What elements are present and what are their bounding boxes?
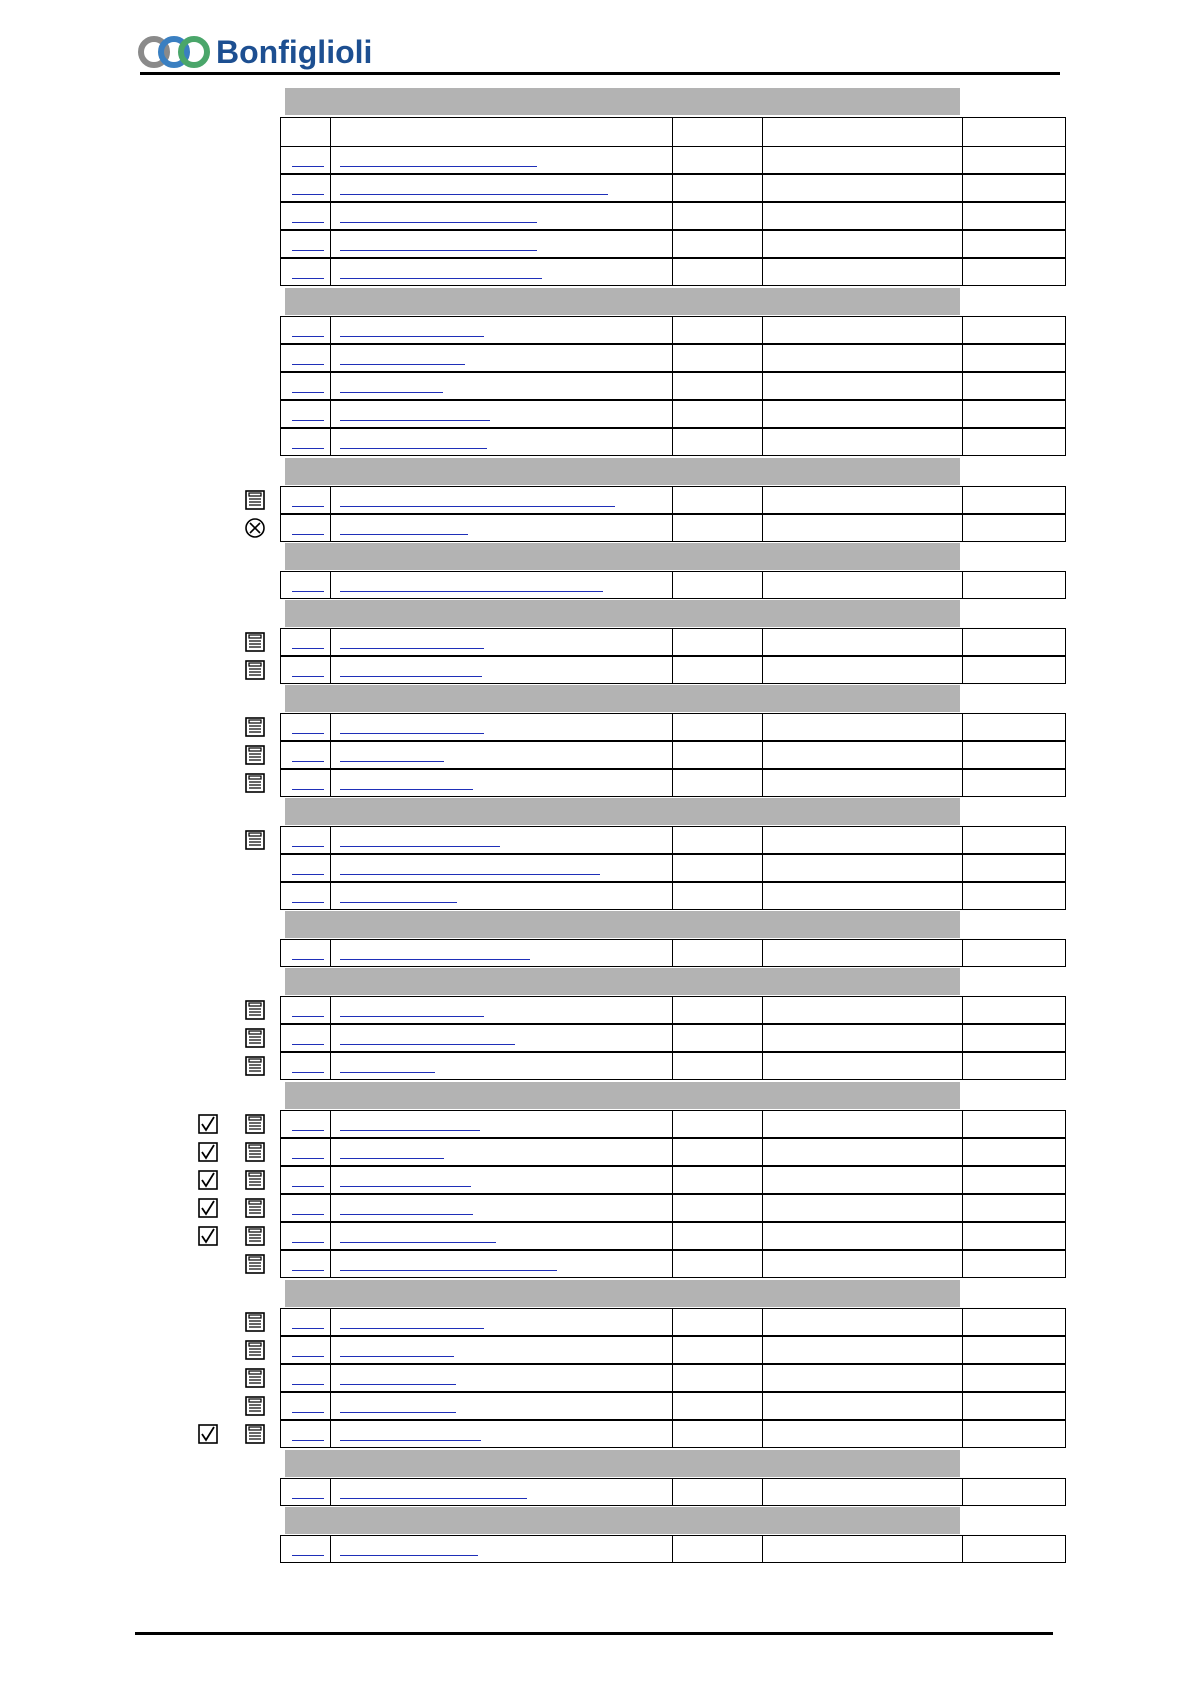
parameter-number-link[interactable] — [292, 676, 324, 677]
table-row — [280, 174, 1066, 202]
table-row — [280, 428, 1066, 456]
parameter-number-link[interactable] — [292, 1186, 324, 1187]
section-header — [285, 288, 960, 315]
table-row — [280, 741, 1066, 769]
parameter-number-link[interactable] — [292, 1555, 324, 1556]
table-row — [280, 1535, 1066, 1563]
memory-card-icon — [244, 1225, 266, 1247]
table-row — [280, 1138, 1066, 1166]
parameter-number-link[interactable] — [292, 1214, 324, 1215]
table-row — [280, 656, 1066, 684]
table-row — [280, 1336, 1066, 1364]
section-header — [285, 600, 960, 627]
parameter-name-link[interactable] — [340, 1158, 444, 1159]
parameter-number-link[interactable] — [292, 1242, 324, 1243]
parameter-number-link[interactable] — [292, 591, 324, 592]
circle-x-icon — [244, 517, 266, 539]
parameter-name-link[interactable] — [340, 1412, 456, 1413]
parameter-name-link[interactable] — [340, 506, 615, 507]
table-row — [280, 854, 1066, 882]
memory-card-icon — [244, 716, 266, 738]
parameter-number-link[interactable] — [292, 336, 324, 337]
parameter-name-link[interactable] — [340, 1555, 478, 1556]
parameter-number-link[interactable] — [292, 959, 324, 960]
table-row — [280, 1052, 1066, 1080]
parameter-name-link[interactable] — [340, 959, 530, 960]
parameter-number-link[interactable] — [292, 761, 324, 762]
table-row — [280, 1420, 1066, 1448]
parameter-name-link[interactable] — [340, 336, 484, 337]
checkbox-checked-icon — [197, 1197, 219, 1219]
parameter-name-link[interactable] — [340, 676, 482, 677]
parameter-name-link[interactable] — [340, 902, 457, 903]
parameter-name-link[interactable] — [340, 1214, 473, 1215]
parameter-name-link[interactable] — [340, 166, 537, 167]
brand-logo — [138, 30, 372, 74]
memory-card-icon — [244, 1169, 266, 1191]
checkbox-checked-icon — [197, 1169, 219, 1191]
table-row — [280, 514, 1066, 542]
bonfiglioli-rings-logo-icon — [138, 32, 210, 72]
parameter-number-link[interactable] — [292, 1158, 324, 1159]
table-row — [280, 202, 1066, 230]
memory-card-icon — [244, 829, 266, 851]
parameter-name-link[interactable] — [340, 733, 484, 734]
memory-card-icon — [244, 999, 266, 1021]
checkbox-checked-icon — [197, 1113, 219, 1135]
parameter-name-link[interactable] — [340, 1498, 527, 1499]
table-row — [280, 939, 1066, 967]
parameter-number-link[interactable] — [292, 420, 324, 421]
parameter-number-link[interactable] — [292, 1016, 324, 1017]
memory-card-icon — [244, 659, 266, 681]
table-row — [280, 628, 1066, 656]
section-header — [285, 1280, 960, 1307]
section-header — [285, 685, 960, 712]
memory-card-icon — [244, 1395, 266, 1417]
table-row — [280, 1024, 1066, 1052]
parameter-number-link[interactable] — [292, 1328, 324, 1329]
parameter-number-link[interactable] — [292, 1498, 324, 1499]
parameter-number-link[interactable] — [292, 364, 324, 365]
table-row — [280, 996, 1066, 1024]
parameter-number-link[interactable] — [292, 448, 324, 449]
parameter-name-link[interactable] — [340, 1130, 480, 1131]
parameter-number-link[interactable] — [292, 733, 324, 734]
parameter-number-link[interactable] — [292, 534, 324, 535]
section-header — [285, 543, 960, 570]
memory-card-icon — [244, 1339, 266, 1361]
footer-rule — [135, 1632, 1053, 1635]
table-row — [280, 769, 1066, 797]
table-row — [280, 1194, 1066, 1222]
parameter-name-link[interactable] — [340, 392, 443, 393]
parameter-number-link[interactable] — [292, 1356, 324, 1357]
parameter-number-link[interactable] — [292, 1044, 324, 1045]
parameter-name-link[interactable] — [340, 1044, 515, 1045]
parameter-number-link[interactable] — [292, 1270, 324, 1271]
parameter-name-link[interactable] — [340, 194, 608, 195]
parameter-number-link[interactable] — [292, 392, 324, 393]
parameter-name-link[interactable] — [340, 648, 484, 649]
section-header — [285, 798, 960, 825]
parameter-number-link[interactable] — [292, 278, 324, 279]
parameter-name-link[interactable] — [340, 250, 537, 251]
parameter-name-link[interactable] — [340, 1072, 435, 1073]
section-header — [285, 968, 960, 995]
table-row — [280, 882, 1066, 910]
memory-card-icon — [244, 1367, 266, 1389]
table-row — [280, 146, 1066, 174]
parameter-name-link[interactable] — [340, 1242, 496, 1243]
parameter-name-link[interactable] — [340, 1384, 456, 1385]
parameter-name-link[interactable] — [340, 364, 465, 365]
parameter-number-link[interactable] — [292, 194, 324, 195]
checkbox-checked-icon — [197, 1423, 219, 1445]
memory-card-icon — [244, 1253, 266, 1275]
table-header-row — [280, 117, 1066, 147]
table-row — [280, 1166, 1066, 1194]
memory-card-icon — [244, 1311, 266, 1333]
parameter-name-link[interactable] — [340, 761, 444, 762]
memory-card-icon — [244, 1027, 266, 1049]
section-header — [285, 911, 960, 938]
parameter-name-link[interactable] — [340, 1356, 454, 1357]
checkbox-checked-icon — [197, 1225, 219, 1247]
parameter-name-link[interactable] — [340, 222, 537, 223]
parameter-number-link[interactable] — [292, 166, 324, 167]
parameter-number-link[interactable] — [292, 846, 324, 847]
memory-card-icon — [244, 1055, 266, 1077]
section-header — [285, 1450, 960, 1477]
table-row — [280, 1392, 1066, 1420]
parameter-name-link[interactable] — [340, 1016, 484, 1017]
parameter-number-link[interactable] — [292, 1384, 324, 1385]
parameter-name-link[interactable] — [340, 1186, 471, 1187]
table-row — [280, 400, 1066, 428]
table-row — [280, 826, 1066, 854]
memory-card-icon — [244, 1113, 266, 1135]
section-header — [285, 88, 960, 115]
parameter-number-link[interactable] — [292, 874, 324, 875]
table-row — [280, 316, 1066, 344]
table-row — [280, 1478, 1066, 1506]
table-row — [280, 1308, 1066, 1336]
table-row — [280, 571, 1066, 599]
parameter-number-link[interactable] — [292, 1440, 324, 1441]
parameter-name-link[interactable] — [340, 448, 487, 449]
brand-name: Bonfiglioli — [216, 33, 373, 70]
parameter-name-link[interactable] — [340, 789, 473, 790]
table-row — [280, 230, 1066, 258]
checkbox-checked-icon — [197, 1141, 219, 1163]
parameter-number-link[interactable] — [292, 506, 324, 507]
parameter-name-link[interactable] — [340, 1328, 484, 1329]
header-rule — [140, 72, 1060, 75]
table-row — [280, 344, 1066, 372]
parameter-name-link[interactable] — [340, 846, 500, 847]
table-row — [280, 258, 1066, 286]
parameter-name-link[interactable] — [340, 420, 490, 421]
parameter-number-link[interactable] — [292, 1130, 324, 1131]
parameter-number-link[interactable] — [292, 648, 324, 649]
memory-card-icon — [244, 744, 266, 766]
parameter-name-link[interactable] — [340, 1440, 481, 1441]
parameter-number-link[interactable] — [292, 1412, 324, 1413]
memory-card-icon — [244, 1141, 266, 1163]
table-row — [280, 713, 1066, 741]
table-row — [280, 1364, 1066, 1392]
table-row — [280, 372, 1066, 400]
memory-card-icon — [244, 489, 266, 511]
table-row — [280, 486, 1066, 514]
section-header — [285, 1082, 960, 1109]
memory-card-icon — [244, 631, 266, 653]
memory-card-icon — [244, 1197, 266, 1219]
parameter-name-link[interactable] — [340, 278, 542, 279]
parameter-number-link[interactable] — [292, 1072, 324, 1073]
parameter-number-link[interactable] — [292, 902, 324, 903]
parameter-name-link[interactable] — [340, 874, 600, 875]
table-row — [280, 1110, 1066, 1138]
memory-card-icon — [244, 1423, 266, 1445]
table-row — [280, 1250, 1066, 1278]
parameter-number-link[interactable] — [292, 222, 324, 223]
memory-card-icon — [244, 772, 266, 794]
section-header — [285, 458, 960, 485]
table-row — [280, 1222, 1066, 1250]
parameter-name-link[interactable] — [340, 591, 603, 592]
parameter-number-link[interactable] — [292, 250, 324, 251]
parameter-number-link[interactable] — [292, 789, 324, 790]
parameter-name-link[interactable] — [340, 534, 468, 535]
section-header — [285, 1507, 960, 1534]
parameter-name-link[interactable] — [340, 1270, 557, 1271]
